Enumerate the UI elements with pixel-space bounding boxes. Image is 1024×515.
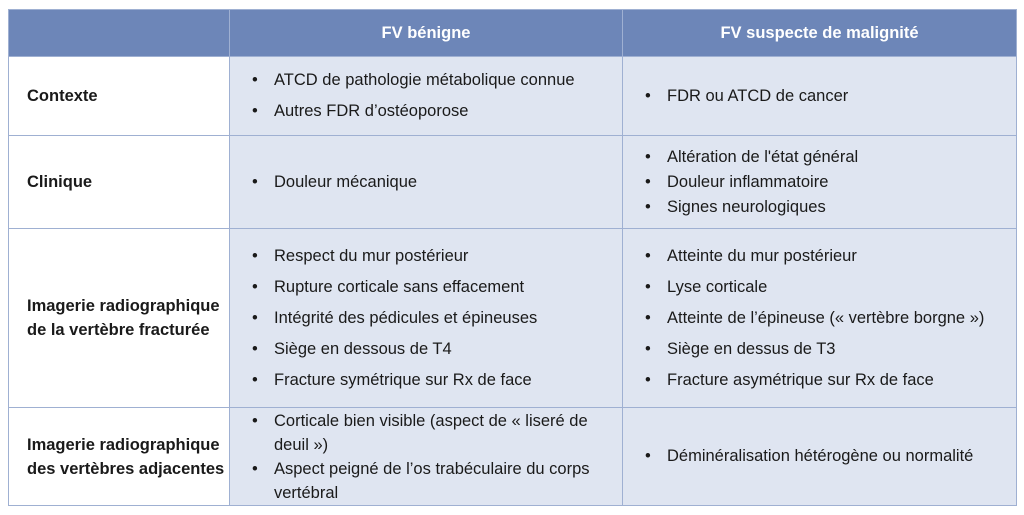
list-item: • Intégrité des pédicules et épineuses [252,303,612,334]
table-row-imagerie-adjacentes [9,408,1017,506]
list-item: • FDR ou ATCD de cancer [645,81,1006,112]
header-malignant: FV suspecte de malignité [623,10,1017,57]
benign-list [230,409,622,505]
list-item: • Douleur inflammatoire [645,170,1006,195]
benign-cell [230,229,623,408]
benign-cell [230,57,623,136]
benign-list [230,241,622,396]
list-item: • Déminéralisation hétérogène ou normalité [645,441,1006,472]
malignant-list [623,145,1016,220]
malignant-cell [623,229,1017,408]
list-item: • Siège en dessous de T4 [252,334,612,365]
malignant-list [623,241,1016,396]
malignant-cell [623,408,1017,506]
list-item: • Altération de l'état général [645,145,1006,170]
header-empty-cell [9,10,230,57]
list-item: • Atteinte du mur postérieur [645,241,1006,272]
table-row-contexte [9,57,1017,136]
benign-list [230,65,622,127]
table-row-imagerie-fracturee [9,229,1017,408]
malignant-list [623,441,1016,472]
comparison-table [8,9,1017,506]
list-item: • Rupture corticale sans effacement [252,272,612,303]
malignant-list [623,81,1016,112]
list-item: • ATCD de pathologie métabolique connue [252,65,612,96]
list-item: • Aspect peigné de l’os trabéculaire du corps vertébral [252,457,612,505]
list-item: • Atteinte de l’épineuse (« vertèbre borgne ») [645,303,1006,334]
header-benign: FV bénigne [230,10,623,57]
malignant-cell [623,57,1017,136]
benign-list [230,170,622,195]
table-row-clinique [9,136,1017,229]
benign-cell [230,408,623,506]
row-label [9,136,230,229]
list-item: • Douleur mécanique [252,170,612,195]
row-label-line: des vertèbres adjacentes [27,459,225,478]
row-label [9,229,230,408]
row-label [9,408,230,506]
list-item: • Signes neurologiques [645,195,1006,220]
list-item: • Fracture symétrique sur Rx de face [252,365,612,396]
row-label [9,57,230,136]
row-label-line: Imagerie radiographique [27,435,220,454]
list-item: • Lyse corticale [645,272,1006,303]
row-label-line: de la vertèbre fracturée [27,321,210,339]
benign-cell [230,136,623,229]
list-item: • Siège en dessus de T3 [645,334,1006,365]
list-item: • Respect du mur postérieur [252,241,612,272]
list-item: • Corticale bien visible (aspect de « liseré de deuil ») [252,409,612,457]
row-label-text: Contexte [27,87,98,105]
list-item: • Fracture asymétrique sur Rx de face [645,365,1006,396]
header-row [9,10,1017,57]
row-label-text: Clinique [27,173,93,191]
malignant-cell [623,136,1017,229]
row-label-line: Imagerie radiographique [27,297,220,315]
list-item: • Autres FDR d’ostéoporose [252,96,612,127]
